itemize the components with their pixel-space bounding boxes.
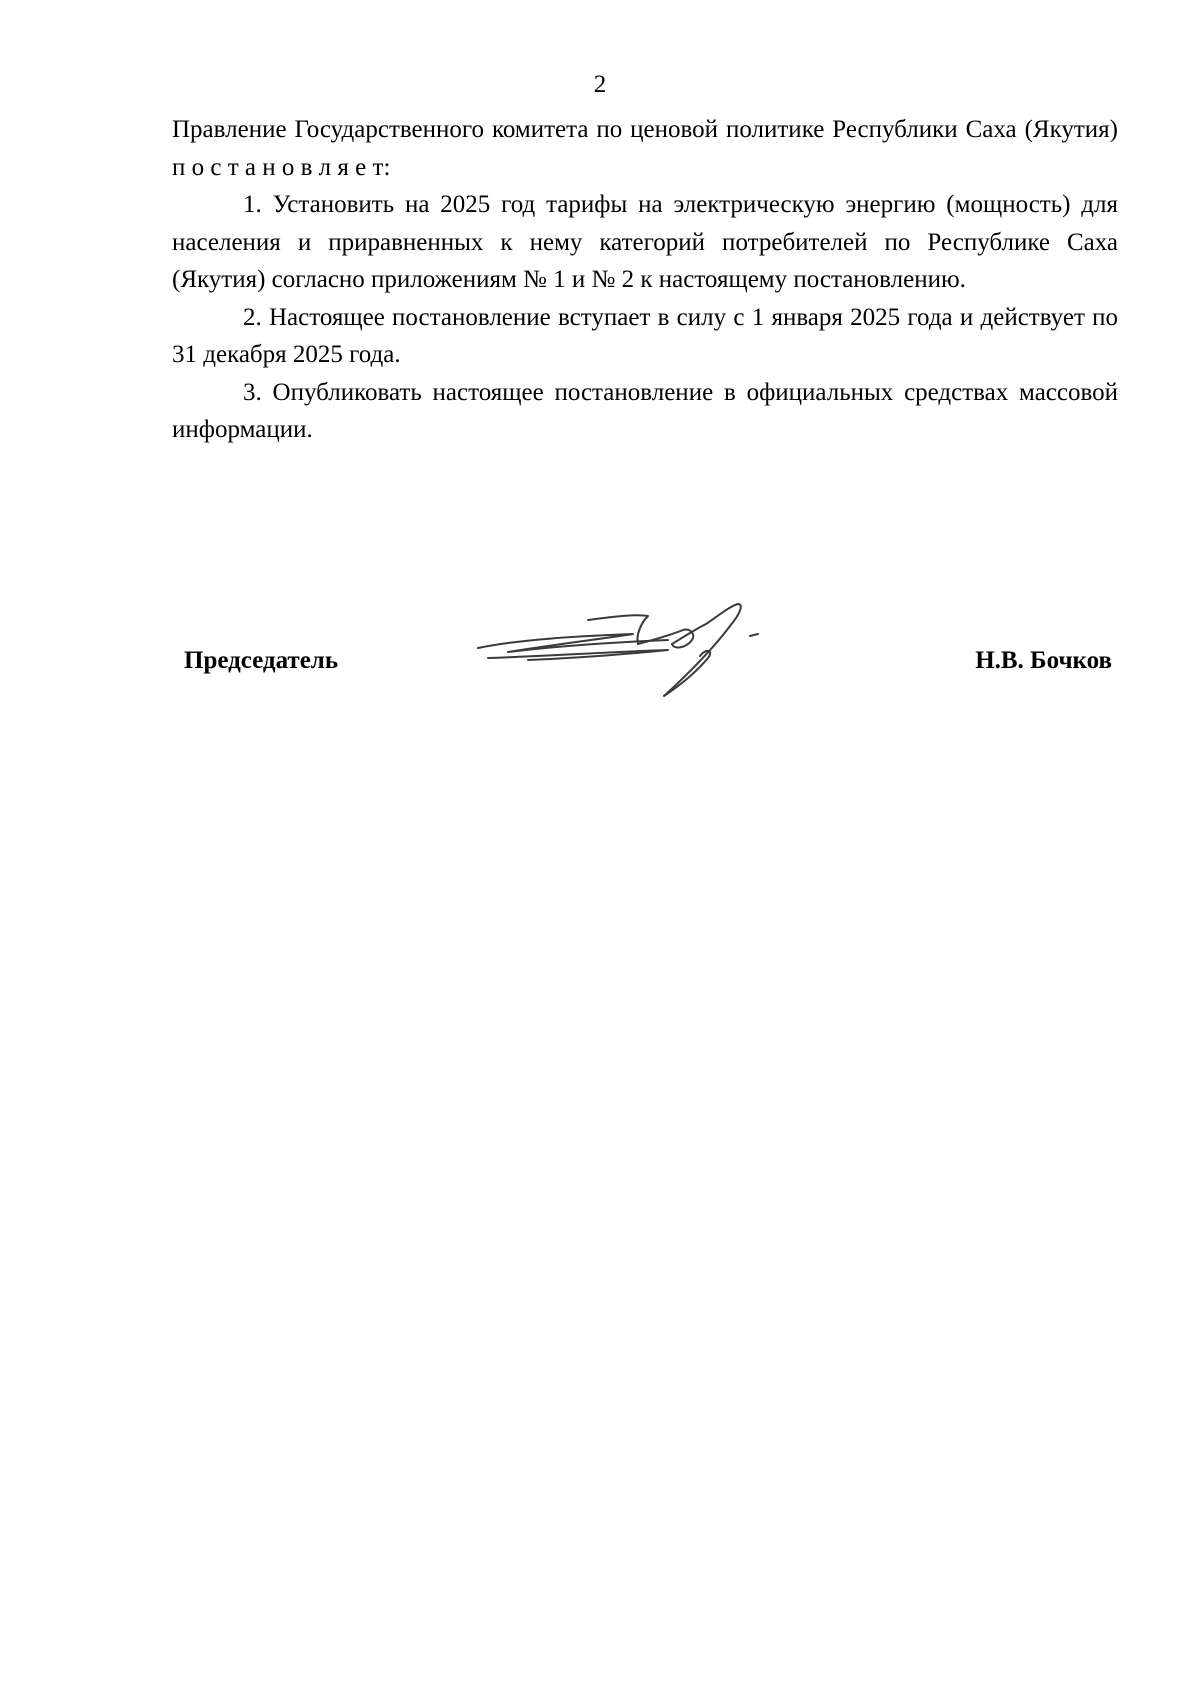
document-body <box>172 111 1118 449</box>
signature-block <box>0 600 1200 700</box>
decree-word: п о с т а н о в л я е т <box>172 153 384 181</box>
resolution-item-2: 2. Настоящее постановление вступает в силу с 1 января 2025 года и действует по 31 декабря 2025 года. <box>172 303 1118 368</box>
page-number: 2 <box>593 71 607 98</box>
signatory-position: Председатель <box>184 647 339 674</box>
signatory-name: Н.В. Бочков <box>975 647 1112 674</box>
resolution-preamble <box>172 111 1118 186</box>
handwritten-signature <box>468 600 788 700</box>
preamble-text: Правление Государственного комитета по ценовой политике Республики Саха (Якутия) <box>172 116 1118 143</box>
resolution-item-3: 3. Опубликовать настоящее постановление в официальных средствах массовой информации. <box>172 378 1118 443</box>
decree-colon: : <box>383 153 391 181</box>
resolution-item-1: 1. Установить на 2025 год тарифы на электрическую энергию (мощность) для населения и приравненных к нему категорий потребителей по Республике Саха (Якутия) согласно приложениям № 1 и № 2 к настоящему постановлению. <box>172 191 1118 293</box>
